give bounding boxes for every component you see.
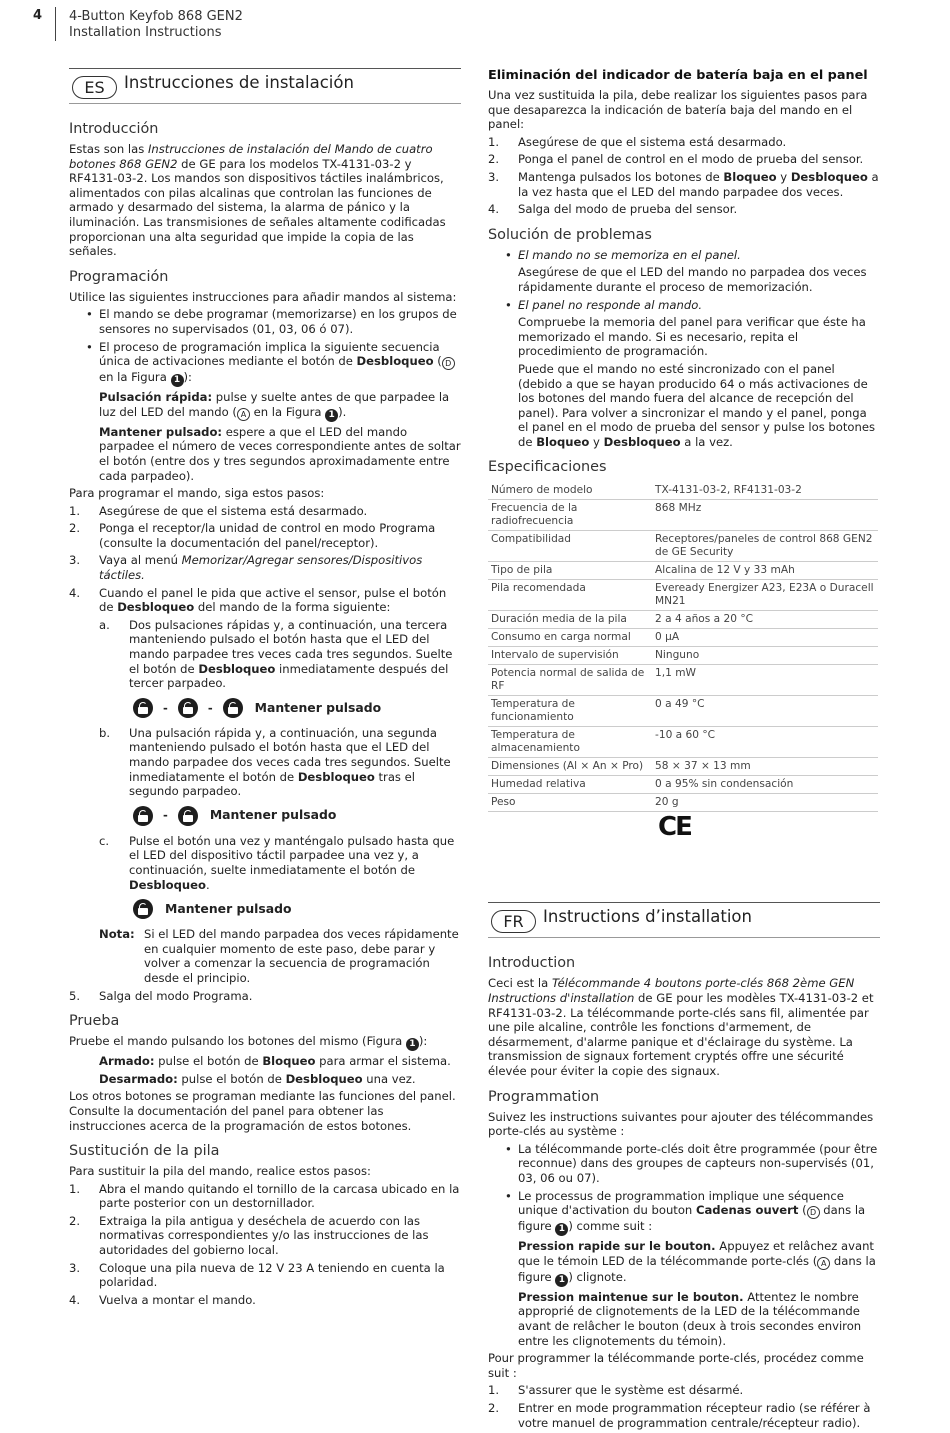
spec-row: [488, 794, 878, 812]
es-step-5: 5. Salga del modo Programa.: [69, 988, 253, 1003]
es-step-4: 4. Cuando el panel le pida que active el sensor, pulse el botón de Desbloqueo del mando de la forma siguiente:: [69, 585, 447, 615]
spec-value: TX-4131-03-2, RF4131-03-2: [652, 482, 878, 500]
spec-value: 0 a 95% sin condensación: [652, 776, 878, 794]
left-column: [69, 68, 461, 1310]
page-number: 4: [33, 8, 43, 23]
unlock-button-icon: [223, 698, 243, 718]
es-trouble-answer-1: Asegúrese de que el LED del mando no parpadea dos veces rápidamente durante el proceso de memorización.: [518, 265, 867, 294]
fr-programming-heading: Programmation: [488, 1088, 600, 1105]
spec-value: Ninguno: [652, 647, 878, 665]
spec-row: [488, 696, 878, 727]
es-low-step-4: 4. Salga del modo de prueba del sensor.: [488, 202, 738, 217]
es-section-title: Instrucciones de instalación: [124, 73, 354, 92]
es-trouble-answer-2a: Compruebe la memoria del panel para verificar que éste ha memorizado el mando. Si es necesario, repita el procedimiento de programación.: [518, 315, 866, 359]
spec-row: [488, 647, 878, 665]
es-battery-intro: Para sustituir la pila del mando, realice estos pasos:: [69, 1164, 371, 1179]
es-steps-intro: Para programar el mando, siga estos pasos:: [69, 486, 325, 501]
callout-d-icon: D: [442, 357, 455, 370]
document-header: [69, 9, 243, 41]
spec-value: Alcalina de 12 V y 33 mAh: [652, 562, 878, 580]
es-test-paragraph: Los otros botones se programan mediante las funciones del panel. Consulte la documentación del panel para obtener las instrucciones acerca de la programación de estos botones.: [69, 1089, 456, 1133]
fr-section-title: Instructions d’installation: [543, 907, 752, 927]
spec-row: [488, 727, 878, 758]
hold-label: Mantener pulsado: [209, 807, 337, 823]
fr-hold-press: Pression maintenue sur le bouton. Attentez le nombre approprié de clignotements de la LED de la télécommande avant de relâcher le bouton (deux à trois secondes environ entre les clignotements du témoin).: [518, 1289, 862, 1348]
unlock-button-icon: [133, 899, 153, 919]
es-low-step-2: 2. Ponga el panel de control en el modo de prueba del sensor.: [488, 152, 864, 167]
es-quick-press: Pulsación rápida: pulse y suelte antes de que parpadee la luz del LED del mando ( A en la Figura 1 ).: [99, 390, 450, 420]
ce-mark-icon: CE: [658, 812, 691, 843]
hold-label: Mantener pulsado: [254, 699, 382, 715]
es-note: Nota: Si el LED del mando parpadea dos veces rápidamente en cualquier momento de este paso, debe parar y volver a comenzar la secuencia de programación desde el principio.: [99, 927, 459, 985]
spec-label: Potencia normal de salida de RF: [488, 665, 652, 696]
es-substep-b: b. Una pulsación rápida y, a continuación, una segunda manteniendo pulsado el botón hasta que el LED del mando parpadee dos veces cada tres segundos. Suelte inmediatamente el botón de Desbloqueo tras el segundo parpadeo.: [99, 725, 451, 799]
es-armed: Armado: pulse el botón de Bloqueo para armar el sistema.: [99, 1054, 451, 1069]
fr-quick-press: Pression rapide sur le bouton. Appuyez et relâchez avant que le témoin LED de la télécommande porte-clés ( A dans la figure 1 ) clignote.: [518, 1239, 876, 1285]
spec-label: Pila recomendada: [488, 580, 652, 611]
es-language-bar: [69, 68, 461, 104]
spec-row: [488, 500, 878, 531]
fr-bullet-1: • La télécommande porte-clés doit être programmée (pour être reconnue) dans des groupes de capteurs non-supervisés (01, 03, 06 ou 07).: [488, 1142, 880, 1186]
spec-row: [488, 665, 878, 696]
header-divider: [55, 7, 56, 41]
es-trouble-item-2: • El panel no responde al mando.: [488, 298, 880, 313]
spec-row: [488, 531, 878, 562]
es-sequence-a: [133, 696, 461, 720]
spec-row: [488, 776, 878, 794]
spec-label: Tipo de pila: [488, 562, 652, 580]
spec-label: Dimensiones (Al × An × Pro): [488, 758, 652, 776]
spec-row: [488, 482, 878, 500]
fr-steps-intro: Pour programmer la télécommande porte-clés, procédez comme suit :: [488, 1351, 864, 1380]
es-programming-bullet-1: • El mando se debe programar (memorizarse) en los grupos de sensores no supervisados (01, 03, 06 ó 07).: [69, 307, 461, 336]
es-intro-heading: Introducción: [69, 121, 159, 137]
es-intro-paragraph: Estas son las Instrucciones de instalación del Mando de cuatro botones 868 GEN2 de GE para los modelos TX-4131-03-2 y RF4131-03-2. Los mandos son dispositivos táctiles inalámbricos, alimentados con pilas alcalinas que controlan las funciones de armado y desarmado del sistema, la alarma de pánico y la iluminación. Las transmisiones de señales altamente codificadas proporcionan una alta seguridad que impide la copia de las señales.: [69, 142, 446, 259]
es-troubleshooting-heading: Solución de problemas: [488, 226, 652, 243]
unlock-button-icon: [133, 698, 153, 718]
unlock-button-icon: [133, 806, 153, 826]
fr-programming-intro: Suivez les instructions suivantes pour ajouter des télécommandes porte-clés au système :: [488, 1109, 874, 1139]
spec-label: Duración media de la pila: [488, 611, 652, 629]
spec-value: 2 a 4 años a 20 °C: [652, 611, 878, 629]
es-language-code: ES: [72, 76, 117, 99]
spec-label: Peso: [488, 794, 652, 812]
spec-value: 0 a 49 °C: [652, 696, 878, 727]
hold-label: Mantener pulsado: [165, 900, 292, 916]
es-low-step-1: 1. Asegúrese de que el sistema está desarmado.: [488, 134, 787, 149]
es-programming-bullet-2: • El proceso de programación implica la siguiente secuencia única de activaciones mediante el botón de Desbloqueo ( D en la Figura 1 ):: [69, 340, 461, 388]
fr-bullet-2: • Le processus de programmation implique une séquence unique d'activation du bouton Cadenas ouvert ( D dans la figure 1 ) comme suit :: [488, 1189, 880, 1237]
es-specs-table: [488, 482, 878, 812]
es-battery-step-4: 4. Vuelva a montar el mando.: [69, 1292, 256, 1307]
es-specs-heading: Especificaciones: [488, 459, 607, 476]
spec-label: Humedad relativa: [488, 776, 652, 794]
es-disarmed: Desarmado: pulse el botón de Desbloqueo una vez.: [99, 1071, 416, 1086]
es-low-battery-heading: Eliminación del indicador de batería baja en el panel: [488, 68, 868, 83]
es-sequence-b: [133, 804, 461, 828]
es-battery-step-3: 3. Coloque una pila nueva de 12 V 23 A teniendo en cuenta la polaridad.: [69, 1260, 445, 1290]
spec-value: -10 a 60 °C: [652, 727, 878, 758]
sequence-dash: -: [163, 808, 168, 823]
figure-1-icon: 1: [555, 1274, 568, 1287]
spec-value: 58 × 37 × 13 mm: [652, 758, 878, 776]
es-step-3: 3. Vaya al menú Memorizar/Agregar sensores/Dispositivos táctiles.: [69, 553, 423, 583]
spec-row: [488, 580, 878, 611]
es-test-heading: Prueba: [69, 1013, 120, 1030]
fr-language-code: FR: [491, 910, 536, 933]
es-programming-intro: Utilice las siguientes instrucciones para añadir mandos al sistema:: [69, 289, 457, 304]
fr-intro-heading: Introduction: [488, 955, 576, 972]
es-substep-a: a. Dos pulsaciones rápidas y, a continuación, una tercera manteniendo pulsado el botón hasta que el LED del mando parpadee tres veces cada tres segundos. Suelte el botón de Desbloqueo inmediatamente después del tercer parpadeo.: [99, 617, 453, 691]
right-column: [488, 68, 880, 1433]
spec-value: Receptores/paneles de control 868 GEN2 de GE Security: [652, 531, 878, 562]
es-battery-step-2: 2. Extraiga la pila antigua y deséchela de acuerdo con las normativas correspondientes y/o las instrucciones de las autoridades del gobierno local.: [69, 1213, 429, 1258]
spec-label: Temperatura de almacenamiento: [488, 727, 652, 758]
es-trouble-item-1: • El mando no se memoriza en el panel.: [488, 248, 880, 263]
es-substep-c: c. Pulse el botón una vez y manténgalo pulsado hasta que el LED del dispositivo táctil parpadee una vez y, a continuación, suelte inmediatamente el botón de Desbloqueo.: [99, 833, 455, 892]
figure-1-icon: 1: [555, 1223, 568, 1236]
spec-row: [488, 611, 878, 629]
es-trouble-answer-2b: Puede que el mando no esté sincronizado con el panel (debido a que se hayan producido 64 o más activaciones de los botones del mando fuera del alcance de recepción del panel). Para volver a sincronizar el mando y el panel, ponga el panel en el modo de prueba del sensor y pulse los botones de Bloqueo y Desbloqueo a la vez.: [518, 361, 876, 449]
callout-a-icon: A: [237, 408, 250, 421]
es-hold-press: Mantener pulsado: espere a que el LED del mando parpadee el número de veces correspondiente antes de soltar el botón (entre dos y tres segundos aproximadamente entre cada parpadeo).: [99, 424, 461, 483]
header-title-line1: 4-Button Keyfob 868 GEN2: [69, 9, 243, 24]
es-battery-heading: Sustitución de la pila: [69, 1143, 220, 1160]
es-sequence-c: [133, 897, 461, 921]
spec-label: Intervalo de supervisión: [488, 647, 652, 665]
spec-label: Consumo en carga normal: [488, 629, 652, 647]
spec-row: [488, 562, 878, 580]
fr-step-1: 1. S'assurer que le système est désarmé.: [488, 1383, 744, 1398]
spec-row: [488, 629, 878, 647]
figure-1-icon: 1: [325, 409, 338, 422]
fr-step-2: 2. Entrer en mode programmation récepteur radio (se référer à votre manuel de programmation centrale/récepteur radio).: [488, 1400, 871, 1430]
es-step-2: 2. Ponga el receptor/la unidad de control en modo Programa (consulte la documentación del panel/receptor).: [69, 521, 436, 550]
figure-1-icon: 1: [171, 374, 184, 387]
unlock-button-icon: [178, 806, 198, 826]
spec-label: Número de modelo: [488, 482, 652, 500]
unlock-button-icon: [178, 698, 198, 718]
es-low-battery-intro: Una vez sustituida la pila, debe realizar los siguientes pasos para que desaparezca la indicación de batería baja del mando en el panel:: [488, 88, 868, 132]
fr-language-bar: [488, 902, 880, 938]
spec-label: Frecuencia de la radiofrecuencia: [488, 500, 652, 531]
es-battery-step-1: 1. Abra el mando quitando el tornillo de la carcasa ubicado en la parte posterior con un destornillador.: [69, 1181, 460, 1211]
spec-value: 20 g: [652, 794, 878, 812]
spec-value: 0 µA: [652, 629, 878, 647]
callout-d-icon: D: [807, 1206, 820, 1219]
callout-a-icon: A: [817, 1257, 830, 1270]
spec-value: Eveready Energizer A23, E23A o Duracell MN21: [652, 580, 878, 611]
fr-intro-paragraph: Ceci est la Télécommande 4 boutons porte-clés 868 2ème GEN Instructions d'installation de GE pour les modèles TX-4131-03-2 et RF4131-03-2. La télécommande porte-clés sans fil, alimentée par une pile alcaline, contrôle les fonctions d'armement, de désarmement, d'alarme panique et d'éclairage du système. La transmission de signaux fortement cryptés offre une sécurité élevée pour éviter la copie des signaux.: [488, 976, 874, 1079]
es-programming-heading: Programación: [69, 268, 169, 285]
sequence-dash: -: [207, 700, 213, 715]
spec-value: 1,1 mW: [652, 665, 878, 696]
sequence-dash: -: [163, 700, 168, 715]
spec-label: Compatibilidad: [488, 531, 652, 562]
es-step-1: 1. Asegúrese de que el sistema está desarmado.: [69, 503, 368, 518]
spec-label: Temperatura de funcionamiento: [488, 696, 652, 727]
es-low-step-3: 3. Mantenga pulsados los botones de Bloqueo y Desbloqueo a la vez hasta que el LED del mando parpadee dos veces.: [488, 169, 879, 199]
header-title-line2: Installation Instructions: [69, 25, 222, 40]
spec-value: 868 MHz: [652, 500, 878, 531]
figure-1-icon: 1: [406, 1038, 419, 1051]
es-test-intro: Pruebe el mando pulsando los botones del mismo (Figura 1 ):: [69, 1034, 428, 1050]
spec-row: [488, 758, 878, 776]
